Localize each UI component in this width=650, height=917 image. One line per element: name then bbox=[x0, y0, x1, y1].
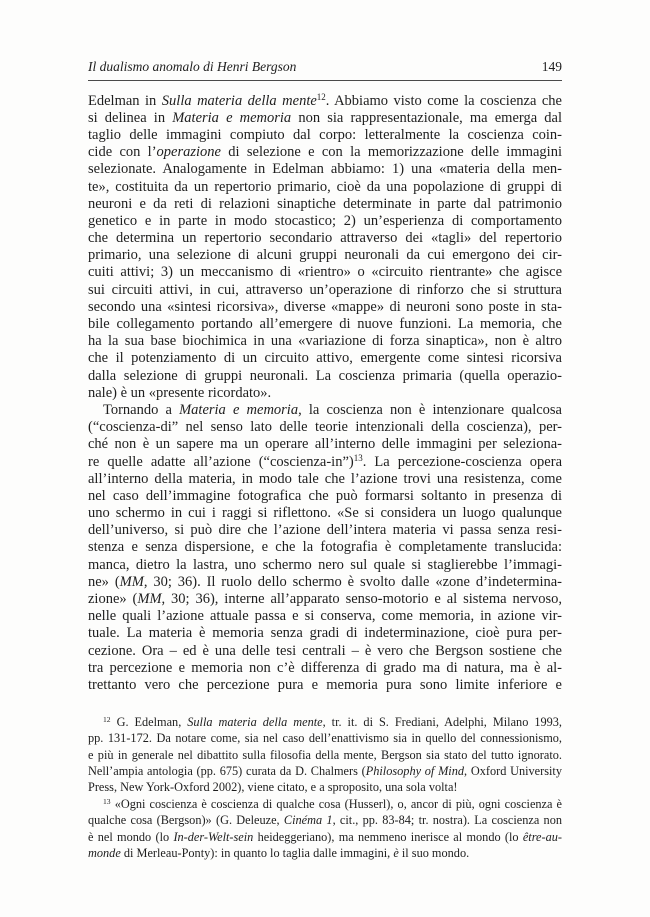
text-run: ché non è un sapere ma un operare all’interno delle immagini per seleziona- bbox=[88, 436, 562, 453]
text-line bbox=[88, 625, 562, 642]
page-number: 149 bbox=[541, 59, 562, 74]
italic-run: être-au- bbox=[522, 829, 562, 844]
italic-run: Materia e memoria bbox=[179, 401, 299, 418]
text-line bbox=[88, 608, 562, 625]
text-run: di selezione e con la memorizzazione delle immagini bbox=[220, 144, 562, 161]
text-run: trettanto vero che percezione pura e memoria pura sono limite inferiore e bbox=[88, 676, 562, 693]
text-line bbox=[88, 385, 562, 402]
paragraph bbox=[88, 93, 562, 402]
text-run: primario, una selezione di alcuni gruppi neuronali da cui emergono dei cir- bbox=[88, 247, 562, 264]
text-run: tuale. La materia è memoria senza gradi di indeterminazione, cioè pura per- bbox=[88, 625, 562, 642]
text-run: ne» ( bbox=[88, 573, 120, 590]
header-rule bbox=[88, 80, 562, 81]
text-line bbox=[88, 93, 562, 110]
text-line bbox=[88, 845, 562, 861]
italic-run: è bbox=[393, 845, 399, 860]
text-run: all’interno della materia, in modo tale che l’azione trovi una resistenza, come bbox=[88, 470, 562, 487]
text-run: secondo una «sintesi ricorsiva», diverse «mappe» di neuroni sono poste in sta- bbox=[88, 298, 562, 315]
text-line bbox=[88, 574, 562, 591]
italic-run: MM bbox=[119, 573, 144, 590]
text-line bbox=[88, 299, 562, 316]
text-run: heideggeriano), ma nemmeno inerisce al mondo (lo bbox=[253, 829, 523, 844]
text-line bbox=[88, 643, 562, 660]
text-run: si delinea in bbox=[88, 109, 173, 126]
text-run: nale) è un «presente ricordato». bbox=[88, 384, 272, 401]
text-run: il suo mondo. bbox=[398, 845, 470, 860]
text-line bbox=[88, 402, 562, 419]
text-run: «Ogni coscienza è coscienza di qualche cosa (Husserl), o, ancor di più, ogni coscienza è bbox=[114, 796, 562, 811]
text-run: cuiti attivi; 3) un meccanismo di «rientro» o «circuito rientrante» che agisce bbox=[88, 264, 562, 281]
text-run: genetico e in parte in modo stocastico; 2) un’esperienza di comportamento bbox=[88, 212, 562, 229]
text-run: taglio delle immagini compiuto dal corpo: letteralmente la coscienza coin- bbox=[88, 126, 562, 143]
text-line bbox=[88, 488, 562, 505]
text-run: che il potenziamento di un circuito attivo, emergente come sintesi ricorsiva bbox=[88, 350, 562, 367]
text-line bbox=[88, 660, 562, 677]
italic-run: Cinéma 1 bbox=[283, 813, 333, 828]
paragraph bbox=[88, 402, 562, 694]
text-run: bile collegamento portando all’emergere di nuove funzioni. La memoria, che bbox=[88, 316, 562, 333]
text-run: , 30; 36), interne all’apparato senso-motorio e al sistema nervoso, bbox=[161, 591, 562, 608]
italic-run: Sulla materia della mente bbox=[187, 714, 323, 729]
text-line bbox=[88, 127, 562, 144]
text-line bbox=[88, 677, 562, 694]
text-line bbox=[88, 436, 562, 453]
footnote-marker: 12 bbox=[103, 714, 111, 724]
text-line bbox=[88, 110, 562, 127]
text-line bbox=[88, 282, 562, 299]
text-run: (“coscienza-di” nel senso lato delle teorie intenzionali della coscienza), per- bbox=[88, 419, 562, 436]
text-run: Edelman in bbox=[88, 92, 162, 109]
footnote bbox=[88, 796, 562, 862]
italic-run: monde bbox=[88, 845, 121, 860]
text-run: dalla selezione di gruppi neuronali. La coscienza primaria (quella operazio- bbox=[88, 367, 562, 384]
footnote bbox=[88, 714, 562, 796]
text-run: qualche cosa (Bergson)» (G. Deleuze, bbox=[88, 813, 284, 828]
text-line bbox=[88, 196, 562, 213]
text-line bbox=[88, 505, 562, 522]
italic-run: operazione bbox=[156, 144, 221, 161]
text-run: cide con l’ bbox=[88, 144, 157, 161]
text-run: , la coscienza non è intenzionare qualcosa bbox=[298, 401, 562, 418]
text-run: manca, dietro la lastra, uno schermo nero sul quale si staglierebbe l’immagi- bbox=[88, 556, 562, 573]
text-run: nelle quali l’azione attuale passa e si conserva, come memoria, in azione vir- bbox=[88, 608, 562, 625]
text-run: te», costituita da un repertorio primario, cioè da una popolazione di gruppi di bbox=[88, 178, 562, 195]
text-run: , 30; 36). Il ruolo dello schermo è svolto dalle «zone d’indetermina- bbox=[143, 573, 563, 590]
text-line bbox=[88, 747, 562, 763]
italic-run: MM bbox=[137, 591, 162, 608]
text-line bbox=[88, 812, 562, 828]
text-line bbox=[88, 333, 562, 350]
text-run: ha la sua base biochimica in una «variazione di forza sinaptica», non è altro bbox=[88, 333, 562, 350]
text-run: dell’universo, si può dire che l’azione dell’intera materia vi passa senza resi- bbox=[88, 522, 562, 539]
italic-run: Materia e memoria bbox=[172, 109, 292, 126]
text-line bbox=[88, 522, 562, 539]
text-run: , tr. it. di S. Frediani, Adelphi, Milano 1993, bbox=[322, 714, 562, 729]
text-run: tra percezione e memoria non c’è differenza di grado ma di natura, ma è al- bbox=[88, 659, 562, 676]
text-line bbox=[88, 213, 562, 230]
text-line bbox=[88, 264, 562, 281]
text-line bbox=[88, 368, 562, 385]
text-line bbox=[88, 714, 562, 730]
text-line bbox=[88, 730, 562, 746]
text-run: e più in generale nel dibattito sulla filosofia della mente, Bergson sia stato del tutto ignorato. bbox=[88, 747, 562, 762]
text-run: di Merleau-Ponty): in quanto lo taglia dalle immagini, bbox=[120, 845, 394, 860]
text-line bbox=[88, 779, 562, 795]
text-run: selezionate. Analogamente in Edelman abbiamo: 1) una «materia della men- bbox=[88, 161, 562, 178]
body-text bbox=[88, 93, 562, 695]
text-line bbox=[88, 316, 562, 333]
text-line bbox=[88, 557, 562, 574]
text-run: . Abbiamo visto come la coscienza che bbox=[325, 92, 562, 109]
footnote-reference: 12 bbox=[316, 91, 326, 102]
text-line bbox=[88, 230, 562, 247]
text-run: che determina un repertorio secondario attraverso dei «tagli» del repertorio bbox=[88, 230, 562, 247]
text-line bbox=[88, 539, 562, 556]
text-line bbox=[88, 796, 562, 812]
text-run: pp. 131-172. Da notare come, sia nel caso dell’enattivismo sia in quello del connessionismo, bbox=[88, 731, 562, 746]
text-run: nel caso dell’immagine fotografica che può formarsi soltanto in presenza di bbox=[88, 487, 562, 504]
text-run: neuroni e da reti di relazioni sinaptiche determinate in parte dal patrimonio bbox=[88, 195, 562, 212]
text-run: stenza e senza dispersione, e che la fotografia è completamente translucida: bbox=[88, 539, 562, 556]
text-run: cezione. Ora – ed è una delle tesi centrali – è vero che Bergson sostiene che bbox=[88, 642, 562, 659]
footnote-marker: 13 bbox=[103, 796, 111, 806]
text-run: , cit., pp. 83-84; tr. nostra). La coscienza non bbox=[332, 813, 562, 828]
text-run: è nel mondo (lo bbox=[88, 829, 174, 844]
text-run: Press, New York-Oxford 2002), viene citato, e a sproposito, una sola volta! bbox=[88, 780, 458, 795]
text-run: zione» ( bbox=[88, 591, 138, 608]
text-run: , Oxford University bbox=[464, 763, 562, 778]
text-run: Tornando a bbox=[103, 401, 180, 418]
text-line bbox=[88, 591, 562, 608]
text-line bbox=[88, 144, 562, 161]
italic-run: Philosophy of Mind bbox=[365, 763, 465, 778]
text-line bbox=[88, 419, 562, 436]
text-run: non sia rappresentazionale, ma emerga dal bbox=[291, 109, 562, 126]
text-line bbox=[88, 247, 562, 264]
text-line bbox=[88, 179, 562, 196]
text-line bbox=[88, 471, 562, 488]
text-line bbox=[88, 350, 562, 367]
text-run: . La percezione-coscienza opera bbox=[362, 453, 563, 470]
text-run: re quelle adatte all’azione (“coscienza-in”) bbox=[88, 453, 354, 470]
footnotes bbox=[88, 714, 562, 862]
text-run: sui circuiti attivi, in cui, attraverso un’operazione di rinforzo che si struttura bbox=[88, 281, 562, 298]
text-line bbox=[88, 829, 562, 845]
footnote-reference: 13 bbox=[353, 452, 363, 463]
text-line bbox=[88, 454, 562, 471]
running-header bbox=[88, 59, 562, 75]
text-line bbox=[88, 763, 562, 779]
running-title: Il dualismo anomalo di Henri Bergson bbox=[88, 59, 297, 74]
text-run: uno schermo in cui i raggi si riflettono. «Se si considera un luogo qualunque bbox=[88, 505, 562, 522]
text-run: Nell’ampia antologia (pp. 675) curata da D. Chalmers ( bbox=[88, 763, 366, 778]
italic-run: In-der-Welt-sein bbox=[173, 829, 254, 844]
text-line bbox=[88, 161, 562, 178]
text-run: G. Edelman, bbox=[116, 714, 188, 729]
italic-run: Sulla materia della mente bbox=[161, 92, 317, 109]
